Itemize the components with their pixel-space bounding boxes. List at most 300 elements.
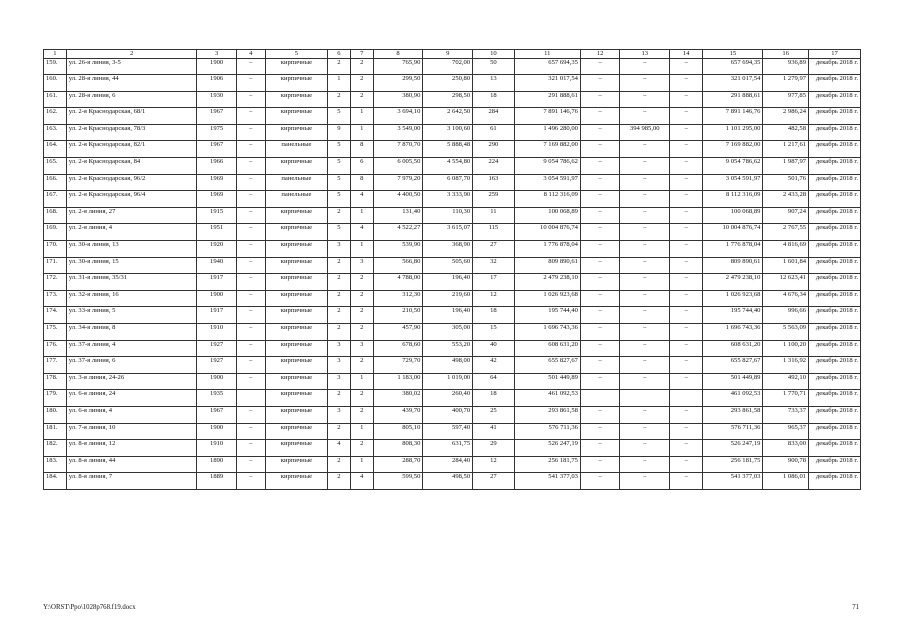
table-cell: кирпичные — [265, 108, 327, 125]
table-cell: 4 — [328, 440, 351, 457]
table-cell: 566,80 — [373, 257, 423, 274]
column-number: 2 — [66, 50, 197, 59]
table-cell: 2 — [350, 406, 373, 423]
table-cell: декабрь 2018 г. — [809, 340, 861, 357]
table-cell: 131,40 — [373, 207, 423, 224]
table-cell: 3 — [328, 373, 351, 390]
table-cell: 173. — [44, 290, 67, 307]
table-row — [44, 224, 861, 241]
table-cell: 284 — [473, 108, 514, 125]
table-cell: 219,60 — [423, 290, 473, 307]
table-cell: 936,89 — [763, 58, 809, 75]
table-cell: – — [620, 423, 670, 440]
table-cell: 1906 — [197, 75, 236, 92]
table-cell: 461 092,53 — [514, 390, 580, 407]
table-cell: 1 217,61 — [763, 141, 809, 158]
table-cell: 1927 — [197, 340, 236, 357]
table-cell: декабрь 2018 г. — [809, 257, 861, 274]
table-cell: – — [620, 191, 670, 208]
table-cell: 195 744,40 — [514, 307, 580, 324]
table-cell: 177. — [44, 357, 67, 374]
table-cell: 631,75 — [423, 440, 473, 457]
table-cell: 1890 — [197, 456, 236, 473]
table-cell: 224 — [473, 158, 514, 175]
table-cell: 184. — [44, 473, 67, 490]
table-cell: 1 026 923,68 — [703, 290, 763, 307]
table-cell: – — [620, 324, 670, 341]
table-cell: – — [236, 174, 265, 191]
column-number: 8 — [373, 50, 423, 59]
table-cell: 1 770,71 — [763, 390, 809, 407]
table-cell: 977,85 — [763, 91, 809, 108]
table-cell: декабрь 2018 г. — [809, 440, 861, 457]
table-row — [44, 340, 861, 357]
table-cell: 5 563,09 — [763, 324, 809, 341]
table-cell: 168. — [44, 207, 67, 224]
table-cell: 8 112 316,09 — [514, 191, 580, 208]
table-cell: – — [236, 274, 265, 291]
table-cell: 2 — [350, 324, 373, 341]
table-cell: – — [670, 141, 703, 158]
table-cell: – — [670, 406, 703, 423]
table-cell: – — [670, 58, 703, 75]
table-cell: – — [670, 91, 703, 108]
table-cell: 259 — [473, 191, 514, 208]
table-cell: кирпичные — [265, 357, 327, 374]
table-cell: 2 986,24 — [763, 108, 809, 125]
table-cell: 321 017,54 — [514, 75, 580, 92]
register-table — [43, 49, 861, 490]
table-cell: 18 — [473, 307, 514, 324]
table-cell: – — [620, 473, 670, 490]
table-row — [44, 423, 861, 440]
footer-file-path: Y:\ORST\Ppo\1028p768.f19.docx — [43, 604, 136, 611]
table-cell: ул. 34-я линия, 8 — [66, 324, 197, 341]
table-cell: декабрь 2018 г. — [809, 290, 861, 307]
table-cell: 541 377,03 — [514, 473, 580, 490]
table-cell: 175. — [44, 324, 67, 341]
table-cell: 11 — [473, 207, 514, 224]
table-cell: кирпичные — [265, 124, 327, 141]
table-cell: – — [620, 108, 670, 125]
table-cell: 1910 — [197, 440, 236, 457]
column-number: 12 — [580, 50, 619, 59]
table-cell: кирпичные — [265, 241, 327, 258]
table-cell: 1917 — [197, 307, 236, 324]
table-cell: – — [236, 423, 265, 440]
table-cell: 7 169 882,00 — [703, 141, 763, 158]
table-cell: – — [670, 340, 703, 357]
table-cell: 1 101 295,00 — [703, 124, 763, 141]
table-cell: – — [670, 108, 703, 125]
table-row — [44, 158, 861, 175]
table-cell: 27 — [473, 241, 514, 258]
table-cell: 29 — [473, 440, 514, 457]
table-cell: – — [670, 241, 703, 258]
table-row — [44, 174, 861, 191]
table-cell: 1915 — [197, 207, 236, 224]
table-cell: 8 — [350, 141, 373, 158]
table-cell: 183. — [44, 456, 67, 473]
table-cell: ул. 2-я Краснодарская, 96/4 — [66, 191, 197, 208]
table-cell: 809 890,61 — [703, 257, 763, 274]
table-cell: – — [670, 307, 703, 324]
table-cell: 2 433,28 — [763, 191, 809, 208]
table-cell: 1951 — [197, 224, 236, 241]
table-cell: 25 — [473, 406, 514, 423]
table-row — [44, 141, 861, 158]
table-cell: – — [580, 290, 619, 307]
table-cell: 3 333,90 — [423, 191, 473, 208]
table-cell: 291 888,61 — [703, 91, 763, 108]
table-row — [44, 456, 861, 473]
table-cell: 2 767,55 — [763, 224, 809, 241]
table-cell: 3 — [328, 357, 351, 374]
table-cell: 2 — [328, 274, 351, 291]
table-cell: 1935 — [197, 390, 236, 407]
table-cell: 179. — [44, 390, 67, 407]
table-cell: 182. — [44, 440, 67, 457]
table-cell: 1 987,97 — [763, 158, 809, 175]
table-cell: 163 — [473, 174, 514, 191]
table-cell: 15 — [473, 324, 514, 341]
table-cell: кирпичные — [265, 440, 327, 457]
table-cell: – — [236, 340, 265, 357]
table-cell: 293 861,58 — [703, 406, 763, 423]
table-cell: 576 711,36 — [514, 423, 580, 440]
table-cell: 2 — [328, 423, 351, 440]
table-cell: 729,70 — [373, 357, 423, 374]
table-cell: 2 — [328, 473, 351, 490]
table-cell: 400,70 — [423, 406, 473, 423]
table-cell: 171. — [44, 257, 67, 274]
table-cell: 2 — [350, 274, 373, 291]
column-number: 1 — [44, 50, 67, 59]
table-cell: 1967 — [197, 108, 236, 125]
table-cell: 4 554,80 — [423, 158, 473, 175]
table-cell: 576 711,36 — [703, 423, 763, 440]
table-cell: 526 247,19 — [514, 440, 580, 457]
table-cell: – — [620, 241, 670, 258]
table-cell: 2 642,50 — [423, 108, 473, 125]
table-cell: ул. 2-я Краснодарская, 68/1 — [66, 108, 197, 125]
table-cell: кирпичные — [265, 456, 327, 473]
table-row — [44, 241, 861, 258]
table-cell: 40 — [473, 340, 514, 357]
table-cell: 7 870,70 — [373, 141, 423, 158]
table-cell: 965,37 — [763, 423, 809, 440]
table-cell: – — [580, 440, 619, 457]
table-cell: 115 — [473, 224, 514, 241]
table-cell: 996,66 — [763, 307, 809, 324]
table-cell: 380,90 — [373, 91, 423, 108]
table-cell: – — [620, 340, 670, 357]
table-cell: – — [670, 207, 703, 224]
table-cell: 2 — [350, 290, 373, 307]
table-cell: 2 — [328, 290, 351, 307]
table-cell: – — [236, 124, 265, 141]
table-cell: ул. 8-я линия, 44 — [66, 456, 197, 473]
table-cell: – — [670, 440, 703, 457]
table-cell: 900,78 — [763, 456, 809, 473]
table-cell: – — [580, 373, 619, 390]
table-cell: декабрь 2018 г. — [809, 357, 861, 374]
table-cell: 2 — [350, 357, 373, 374]
table-cell: – — [670, 423, 703, 440]
table-cell: – — [620, 440, 670, 457]
table-cell: 2 — [328, 207, 351, 224]
table-cell: – — [236, 207, 265, 224]
table-cell: 5 — [328, 174, 351, 191]
table-cell: ул. 26-я линия, 3-5 — [66, 58, 197, 75]
table-cell: 2 — [350, 390, 373, 407]
table-cell: ул. 33-я линия, 5 — [66, 307, 197, 324]
table-cell: 10 004 876,74 — [703, 224, 763, 241]
table-row — [44, 390, 861, 407]
column-number: 6 — [328, 50, 351, 59]
table-row — [44, 290, 861, 307]
table-cell: панельные — [265, 141, 327, 158]
table-cell: – — [236, 324, 265, 341]
table-cell: 110,30 — [423, 207, 473, 224]
table-cell: 172. — [44, 274, 67, 291]
table-cell: 284,40 — [423, 456, 473, 473]
table-cell: 6 087,70 — [423, 174, 473, 191]
table-cell: 100 068,89 — [514, 207, 580, 224]
table-cell: 3 549,00 — [373, 124, 423, 141]
table-cell: ул. 8-я линия, 7 — [66, 473, 197, 490]
table-cell: – — [670, 290, 703, 307]
table-cell: ул. 2-я Краснодарская, 82/1 — [66, 141, 197, 158]
table-cell: – — [580, 158, 619, 175]
table-cell: 2 — [328, 307, 351, 324]
table-cell: – — [670, 456, 703, 473]
table-cell: кирпичные — [265, 290, 327, 307]
table-cell: – — [236, 406, 265, 423]
table-cell: 3 — [328, 340, 351, 357]
table-row — [44, 257, 861, 274]
table-cell: – — [580, 357, 619, 374]
table-cell: 7 169 882,00 — [514, 141, 580, 158]
table-cell: 702,00 — [423, 58, 473, 75]
table-cell: 1967 — [197, 406, 236, 423]
table-cell: – — [580, 207, 619, 224]
table-cell: кирпичные — [265, 207, 327, 224]
column-number: 13 — [620, 50, 670, 59]
column-number: 17 — [809, 50, 861, 59]
table-cell: 196,40 — [423, 274, 473, 291]
table-cell: 1 696 743,36 — [514, 324, 580, 341]
table-cell: – — [236, 75, 265, 92]
table-cell: 1940 — [197, 257, 236, 274]
table-cell: 907,24 — [763, 207, 809, 224]
table-cell: – — [236, 373, 265, 390]
table-cell: – — [670, 124, 703, 141]
table-cell: 10 004 876,74 — [514, 224, 580, 241]
table-cell: 290 — [473, 141, 514, 158]
table-cell: 1900 — [197, 290, 236, 307]
table-cell: кирпичные — [265, 423, 327, 440]
table-cell: 498,50 — [423, 473, 473, 490]
table-cell: 2 — [350, 91, 373, 108]
table-cell: 2 — [350, 307, 373, 324]
table-cell: 657 694,35 — [703, 58, 763, 75]
table-cell: 166. — [44, 174, 67, 191]
table-cell: – — [580, 174, 619, 191]
column-number: 3 — [197, 50, 236, 59]
table-cell: кирпичные — [265, 406, 327, 423]
table-cell: ул. 37-я линия, 4 — [66, 340, 197, 357]
table-cell: 163. — [44, 124, 67, 141]
table-cell: 9 — [328, 124, 351, 141]
table-cell: 1 776 878,04 — [703, 241, 763, 258]
table-cell: декабрь 2018 г. — [809, 191, 861, 208]
table-cell: ул. 3-я линия, 24-26 — [66, 373, 197, 390]
table-cell: 1 183,00 — [373, 373, 423, 390]
table-cell: ул. 2-я линия, 27 — [66, 207, 197, 224]
table-cell: – — [236, 257, 265, 274]
table-cell: 5 — [328, 224, 351, 241]
column-number: 5 — [265, 50, 327, 59]
table-cell: 293 861,58 — [514, 406, 580, 423]
column-number: 10 — [473, 50, 514, 59]
table-cell: 13 — [473, 75, 514, 92]
table-cell: – — [580, 324, 619, 341]
table-cell: – — [670, 274, 703, 291]
table-cell: – — [580, 473, 619, 490]
table-cell: – — [580, 406, 619, 423]
table-cell: ул. 2-я Краснодарская, 96/2 — [66, 174, 197, 191]
table-cell: 5 — [328, 141, 351, 158]
table-cell: 3 — [350, 257, 373, 274]
table-cell: – — [236, 473, 265, 490]
table-cell: ул. 37-я линия, 6 — [66, 357, 197, 374]
table-cell: 180. — [44, 406, 67, 423]
table-row — [44, 324, 861, 341]
table-cell: – — [580, 340, 619, 357]
table-cell: 394 985,00 — [620, 124, 670, 141]
table-cell: 4 — [350, 191, 373, 208]
table-row — [44, 91, 861, 108]
column-number: 14 — [670, 50, 703, 59]
table-cell: декабрь 2018 г. — [809, 207, 861, 224]
table-cell: декабрь 2018 г. — [809, 473, 861, 490]
table-cell: 3 — [328, 241, 351, 258]
table-cell: 608 631,20 — [514, 340, 580, 357]
table-cell: 2 — [328, 58, 351, 75]
table-cell: ул. 2-я Краснодарская, 84 — [66, 158, 197, 175]
table-row — [44, 108, 861, 125]
table-cell: 4 788,00 — [373, 274, 423, 291]
table-row — [44, 473, 861, 490]
table-cell: декабрь 2018 г. — [809, 241, 861, 258]
table-cell: 599,50 — [373, 473, 423, 490]
table-cell: 539,90 — [373, 241, 423, 258]
table-cell: ул. 2-я Краснодарская, 78/3 — [66, 124, 197, 141]
table-row — [44, 440, 861, 457]
table-cell: ул. 8-я линия, 12 — [66, 440, 197, 457]
column-number: 7 — [350, 50, 373, 59]
table-cell: ул. 7-я линия, 10 — [66, 423, 197, 440]
table-cell: 1917 — [197, 274, 236, 291]
table-cell: 181. — [44, 423, 67, 440]
table-cell: – — [670, 257, 703, 274]
table-cell: 655 827,67 — [514, 357, 580, 374]
table-cell: 1910 — [197, 324, 236, 341]
table-cell: 457,90 — [373, 324, 423, 341]
table-cell: 9 054 786,62 — [514, 158, 580, 175]
table-cell: декабрь 2018 г. — [809, 456, 861, 473]
table-cell — [236, 390, 265, 407]
table-cell: кирпичные — [265, 340, 327, 357]
table-cell: кирпичные — [265, 324, 327, 341]
table-cell: 5 888,48 — [423, 141, 473, 158]
table-cell: – — [236, 191, 265, 208]
table-cell: кирпичные — [265, 91, 327, 108]
table-cell: – — [236, 307, 265, 324]
table-cell: – — [670, 373, 703, 390]
table-row — [44, 274, 861, 291]
table-row — [44, 307, 861, 324]
table-cell: кирпичные — [265, 58, 327, 75]
table-cell: – — [580, 423, 619, 440]
table-cell: 298,50 — [423, 91, 473, 108]
table-cell: 4 522,27 — [373, 224, 423, 241]
table-row — [44, 357, 861, 374]
table-cell: 18 — [473, 390, 514, 407]
column-number: 16 — [763, 50, 809, 59]
table-cell: 655 827,67 — [703, 357, 763, 374]
table-cell: – — [620, 91, 670, 108]
table-cell: 2 — [350, 440, 373, 457]
table-cell: – — [620, 307, 670, 324]
table-cell: кирпичные — [265, 473, 327, 490]
table-cell: – — [620, 406, 670, 423]
table-cell: 174. — [44, 307, 67, 324]
table-cell: – — [620, 141, 670, 158]
table-cell: 1 — [350, 373, 373, 390]
table-cell: 2 — [350, 58, 373, 75]
table-cell: декабрь 2018 г. — [809, 141, 861, 158]
table-cell: 1 496 280,00 — [514, 124, 580, 141]
table-cell: 8 — [350, 174, 373, 191]
column-number: 15 — [703, 50, 763, 59]
table-cell: 176. — [44, 340, 67, 357]
table-cell: – — [236, 241, 265, 258]
table-cell: 3 615,07 — [423, 224, 473, 241]
table-cell: – — [580, 75, 619, 92]
table-cell: 501 449,89 — [703, 373, 763, 390]
table-cell: ул. 32-я линия, 16 — [66, 290, 197, 307]
table-cell: 1 — [328, 75, 351, 92]
table-cell: – — [580, 257, 619, 274]
table-cell: – — [580, 274, 619, 291]
table-cell: 291 888,61 — [514, 91, 580, 108]
table-cell: 161. — [44, 91, 67, 108]
table-cell: – — [580, 224, 619, 241]
table-cell: 1900 — [197, 423, 236, 440]
table-cell: 553,20 — [423, 340, 473, 357]
table-cell: – — [236, 91, 265, 108]
table-cell: – — [580, 141, 619, 158]
table-row — [44, 207, 861, 224]
table-cell: 380,02 — [373, 390, 423, 407]
table-cell: 162. — [44, 108, 67, 125]
table-cell: 492,10 — [763, 373, 809, 390]
table-cell: 3 054 591,97 — [703, 174, 763, 191]
table-cell: – — [620, 207, 670, 224]
table-cell — [580, 390, 619, 407]
